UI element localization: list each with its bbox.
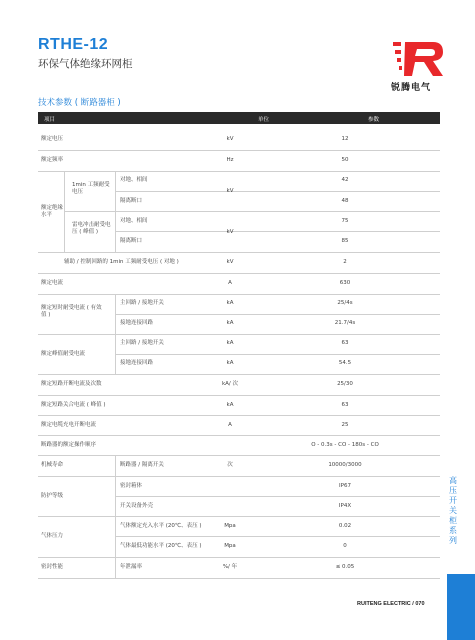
cell-value: 0.02 <box>338 523 352 529</box>
cell-value: 25 <box>341 422 349 428</box>
cell-sub: 主回路 / 接地开关 <box>120 340 164 346</box>
cell-sub: 主回路 / 接地开关 <box>120 300 164 306</box>
cell-item-rated-frequency: 额定频率 <box>41 157 64 163</box>
cell-value: 2 <box>343 259 347 265</box>
cell-unit: kA/ 次 <box>221 381 239 387</box>
cell-unit: Mpa <box>224 523 236 529</box>
cell-sub: 密封箱体 <box>120 483 143 489</box>
cell-item-rated-voltage: 额定电压 <box>41 136 64 142</box>
cell-sub: 接地连接回路 <box>120 360 154 366</box>
cell-sub: 气体额定充入水平 (20℃、表压 ) <box>120 523 202 529</box>
cell-sub-lightning: 雷电冲击耐受电压 ( 峰值 ) <box>72 222 111 235</box>
cell-value: 10000/3000 <box>328 462 362 468</box>
cell-value: 75 <box>341 218 349 224</box>
cell-unit: A <box>228 280 232 286</box>
cell-unit: kA <box>226 300 234 306</box>
cell-value: O - 0.3s - CO - 180s - CO <box>311 442 379 448</box>
cell-item-mechanical-life: 机械寿命 <box>41 462 64 468</box>
cell-value: 42 <box>341 177 349 183</box>
cell-sub: 断路器 / 隔离开关 <box>120 462 164 468</box>
cell-item-gas-pressure: 气体压力 <box>41 533 64 539</box>
cell-sub: 开关设备外壳 <box>120 503 154 509</box>
cell-value: 630 <box>339 280 351 286</box>
side-series-label: 高压开关柜系列 <box>449 476 457 545</box>
cell-value: 25/30 <box>337 381 353 387</box>
header-unit: 单位 <box>258 117 270 123</box>
cell-value: 0 <box>343 543 347 549</box>
cell-unit: %/ 年 <box>222 564 238 570</box>
section-title: 技术参数 ( 断路器柜 ) <box>38 98 121 108</box>
cell-item-making: 额定短路关合电流 ( 峰值 ) <box>41 402 106 408</box>
cell-unit: kV <box>226 188 234 194</box>
cell-unit: kV <box>226 229 234 235</box>
header-item: 项目 <box>44 117 56 123</box>
brand-name: 锐腾电气 <box>391 83 432 93</box>
brand-logo <box>393 38 445 78</box>
footer-page-label: RUITENG ELECTRIC / 070 <box>357 601 425 607</box>
cell-item-short-time: 额定短时耐受电流 ( 有效值 ) <box>41 305 102 318</box>
cell-value: 25/4s <box>337 300 353 306</box>
cell-unit: Hz <box>226 157 234 163</box>
cell-unit: kA <box>226 402 234 408</box>
cell-unit: kA <box>226 360 234 366</box>
cell-value: IP67 <box>339 483 351 489</box>
cell-value: IP4X <box>338 503 352 509</box>
page-subtitle: 环保气体绝缘环网柜 <box>38 58 133 70</box>
cell-item-cable-charging: 额定电缆充电开断电流 <box>41 422 97 428</box>
cell-sub-1min: 1min 工频耐受电压 <box>72 182 110 195</box>
cell-unit: 次 <box>227 462 233 468</box>
cell-value: ≤ 0.05 <box>335 564 355 570</box>
cell-value: 50 <box>341 157 349 163</box>
cell-item-operating-sequence: 断路器的额定操作顺序 <box>41 442 97 448</box>
cell-unit: Mpa <box>224 543 236 549</box>
side-accent-block <box>447 574 475 640</box>
cell-sub: 对地、相间 <box>120 218 148 224</box>
cell-value: 63 <box>341 402 349 408</box>
table-header <box>38 112 440 124</box>
cell-value: 85 <box>341 238 349 244</box>
cell-value: 48 <box>341 198 349 204</box>
cell-item-protection: 防护等级 <box>41 493 64 499</box>
cell-unit: kA <box>226 340 234 346</box>
page-title: RTHE-12 <box>38 36 109 53</box>
cell-value: 21.7/4s <box>334 320 356 326</box>
cell-unit: kV <box>226 136 234 142</box>
cell-item-aux-voltage: 辅助 / 控制回路的 1min 工频耐受电压 ( 对地 ) <box>64 259 179 265</box>
cell-sub: 年泄漏率 <box>120 564 143 570</box>
header-value: 参数 <box>368 117 380 123</box>
cell-sub: 对地、相间 <box>120 177 148 183</box>
cell-item-sealing: 密封性能 <box>41 564 64 570</box>
cell-sub: 隔离断口 <box>120 238 143 244</box>
cell-item-breaking: 额定短路开断电流及次数 <box>41 381 102 387</box>
cell-value: 54.5 <box>338 360 352 366</box>
cell-unit: kA <box>226 320 234 326</box>
cell-item-insulation: 额定绝缘水平 <box>41 205 64 218</box>
cell-value: 63 <box>341 340 349 346</box>
cell-item-peak: 额定峰值耐受电流 <box>41 351 86 357</box>
cell-sub: 接地连接回路 <box>120 320 154 326</box>
cell-unit: A <box>228 422 232 428</box>
cell-sub: 隔离断口 <box>120 198 143 204</box>
cell-sub: 气体最低功能水平 (20℃、表压 ) <box>120 543 202 549</box>
cell-item-rated-current: 额定电流 <box>41 280 64 286</box>
cell-unit: kV <box>226 259 234 265</box>
cell-value: 12 <box>341 136 349 142</box>
